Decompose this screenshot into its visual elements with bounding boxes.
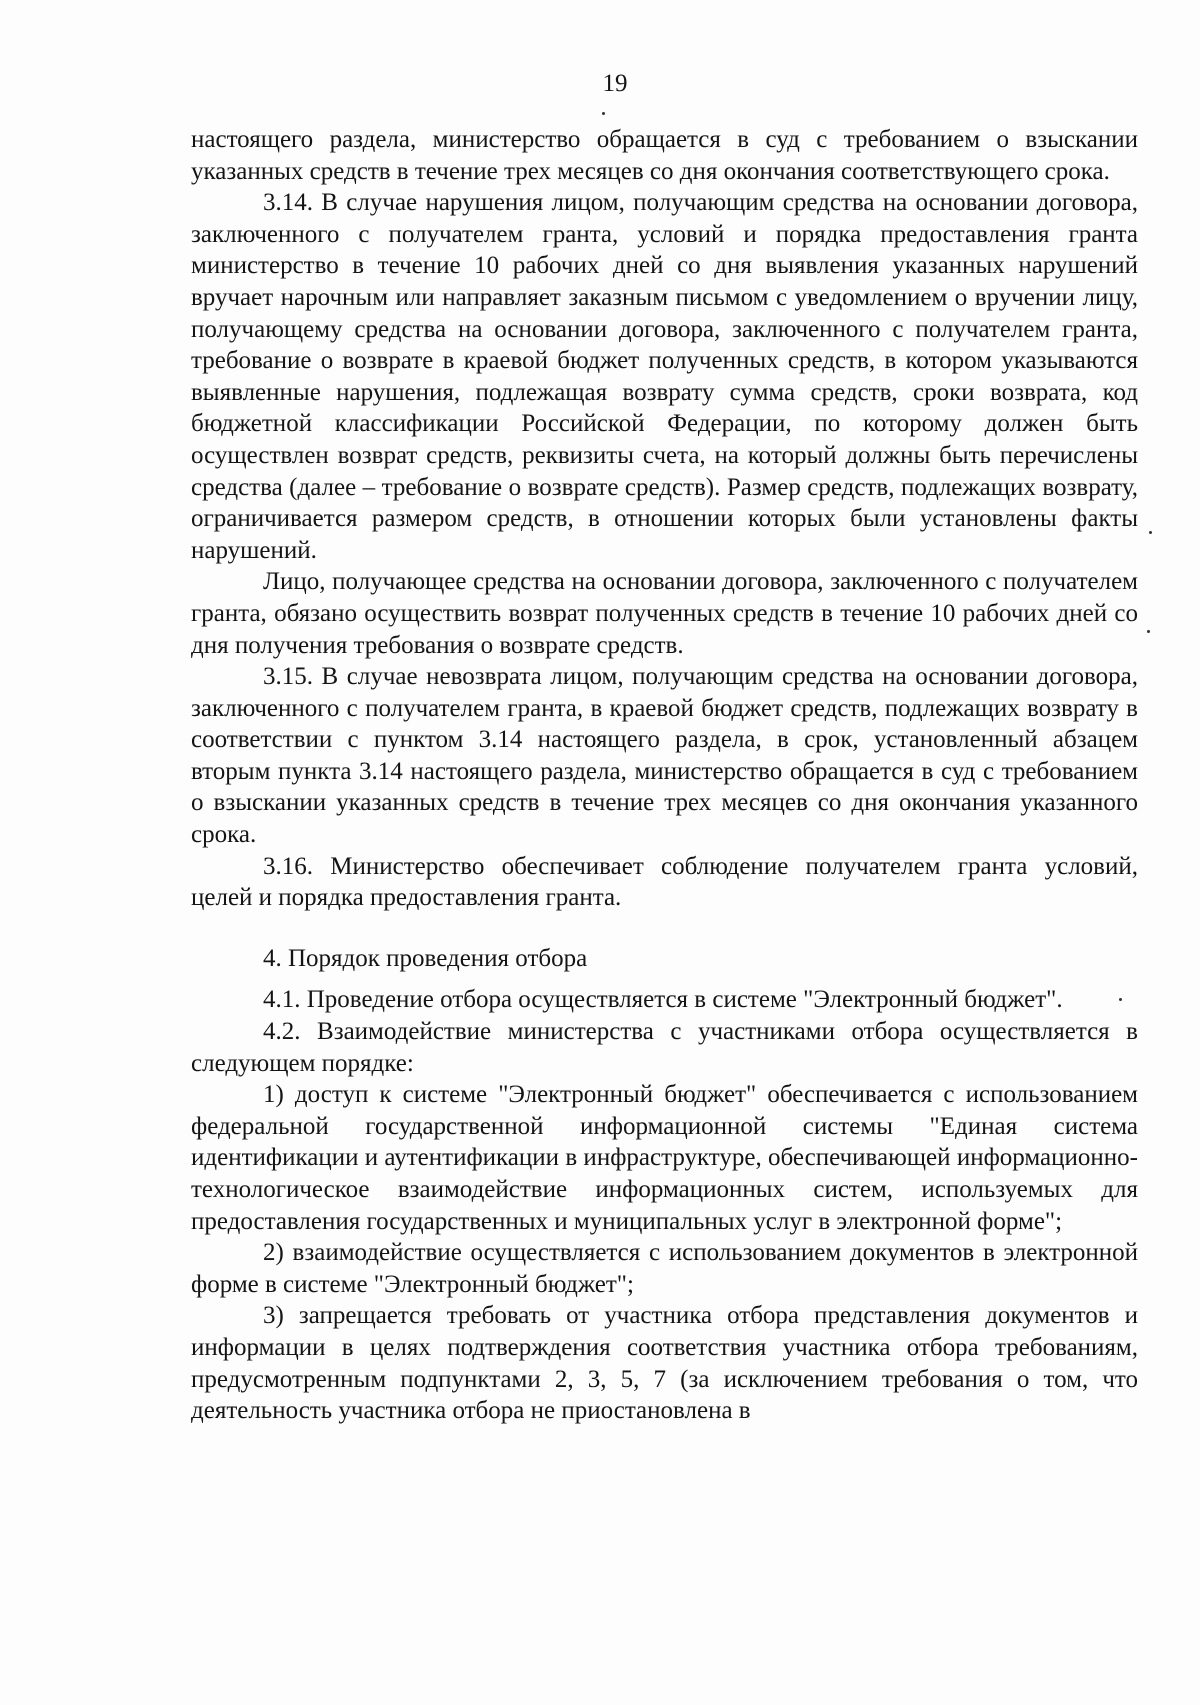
scan-speck — [1149, 531, 1152, 534]
paragraph-3-16: 3.16. Министерство обеспечивает соблюдение получателем гранта условий, целей и порядка предоставления гранта. — [191, 852, 1138, 912]
document-body — [191, 124, 1138, 1427]
paragraph-3-14-part-2: Лицо, получающее средства на основании договора, заключенного с получателем гранта, обязано осуществить возврат полученных средств в течение 10 рабочих дней со дня получения требования о возврате средств. — [191, 568, 1138, 659]
section-heading-4: 4. Порядок проведения отбора — [263, 944, 588, 972]
paragraph-3-14: 3.14. В случае нарушения лицом, получающим средства на основании договора, заключенного с получателем гранта, условий и порядка предоставления гранта министерство в течение 10 рабочих дней со дня выявления указанных нарушений вручает нарочным или направляет заказным письмом с уведомлением о вручении лицу, получающему средства на основании договора, заключенного с получателем гранта, требование о возврате в краевой бюджет полученных средств, в котором указываются выявленные нарушения, подлежащая возврату сумма средств, сроки возврата, код бюджетной классификации Российской Федерации, по которому должен быть осуществлен возврат средств, реквизиты счета, на который должны быть перечислены средства (далее – требование о возврате средств). Размер средств, подлежащих возврату, ограничивается размером средств, в отношении которых были установлены факты нарушений. — [191, 189, 1138, 564]
list-item-3: 3) запрещается требовать от участника отбора представления документов и информации в целях подтверждения соответствия участника отбора требованиям, предусмотренным подпунктами 2, 3, 5, 7 (за исключением требования о том, что деятельность участника отбора не приостановлена в — [191, 1302, 1138, 1425]
list-item-2: 2) взаимодействие осуществляется с использованием документов в электронной форме в системе "Электронный бюджет"; — [191, 1239, 1138, 1298]
paragraph-continuation: настоящего раздела, министерство обращается в суд с требованием о взыскании указанных средств в течение трех месяцев со дня окончания соответствующего срока. — [191, 126, 1138, 185]
scan-speck — [1119, 998, 1122, 1001]
list-item-1: 1) доступ к системе "Электронный бюджет" обеспечивается с использованием федеральной государственной информационной системы "Единая система идентификации и аутентификации в инфраструктуре, обеспечивающей информационно-технологическое взаимодействие информационных систем, используемых для предоставления государственных и муниципальных услуг в электронной форме"; — [191, 1081, 1138, 1235]
paragraph-4-1: 4.1. Проведение отбора осуществляется в системе "Электронный бюджет". — [263, 986, 1063, 1014]
scan-speck — [1147, 630, 1150, 633]
paragraph-3-15: 3.15. В случае невозврата лицом, получающим средства на основании договора, заключенного с получателем гранта, в краевой бюджет средств, подлежащих возврату в соответствии с пунктом 3.14 настоящего раздела, в срок, установленный абзацем вторым пункта 3.14 настоящего раздела, министерство обращается в суд с требованием о взыскании указанных средств в течение трех месяцев со дня окончания указанного срока. — [191, 663, 1138, 849]
page-number: 19 — [602, 70, 628, 97]
scan-speck — [602, 112, 605, 115]
paragraph-4-2: 4.2. Взаимодействие министерства с участниками отбора осуществляется в следующем порядке: — [191, 1018, 1138, 1077]
